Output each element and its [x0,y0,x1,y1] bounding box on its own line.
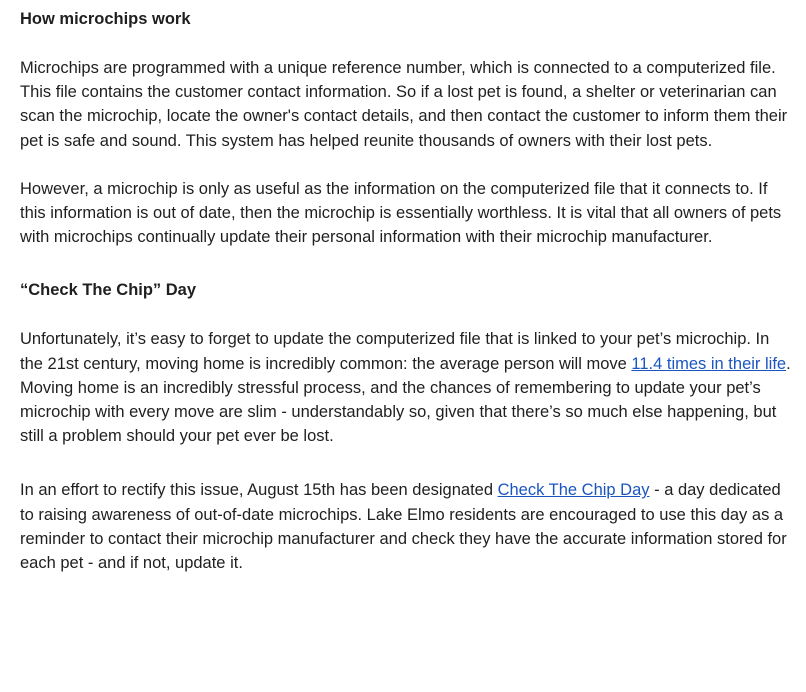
section-heading-check-the-chip-day: “Check The Chip” Day [20,281,197,300]
paragraph-text: Unfortunately, it’s easy to forget to update the computerized file that is linked to your pet’s microchip. In the 21st century, moving home is incredibly common: the average person will move [20,330,770,373]
moves-per-life-link[interactable]: 11.4 times in their life [631,354,787,373]
paragraph-text: . Moving home is an incredibly stressful process, and the chances of remembering to update your pet’s microchip with every move are slim - understandably so, given that there’s so much else happening, but still a problem should your pet ever be lost. [20,354,791,446]
paragraph-microchip-usefulness: However, a microchip is only as useful as the information on the computerized file that it connects to. If this information is out of date, then the microchip is essentially worthless. It is vital that all owners of pets with microchips continually update their personal information with their microchip manufacturer. [20,179,782,247]
section-heading-how-microchips-work: How microchips work [20,10,191,28]
paragraph-moving-home [20,327,794,448]
paragraph-check-the-chip-day [20,478,794,575]
paragraph-text: In an effort to rectify this issue, August 15th has been designated [20,481,498,500]
paragraph-microchips-intro: Microchips are programmed with a unique reference number, which is connected to a computerized file. This file contains the customer contact information. So if a lost pet is found, a shelter or veterinarian can scan the microchip, locate the owner's contact details, and then contact the customer to inform them their pet is safe and sound. This system has helped reunite thousands of owners with their lost pets. [20,59,788,150]
check-the-chip-day-link[interactable]: Check The Chip Day [497,481,650,500]
paragraph-text: - a day dedicated to raising awareness of out-of-date microchips. Lake Elmo residents are encouraged to use this day as a reminder to contact their microchip manufacturer and check they have the accurate information stored for each pet - and if not, update it. [20,481,787,573]
